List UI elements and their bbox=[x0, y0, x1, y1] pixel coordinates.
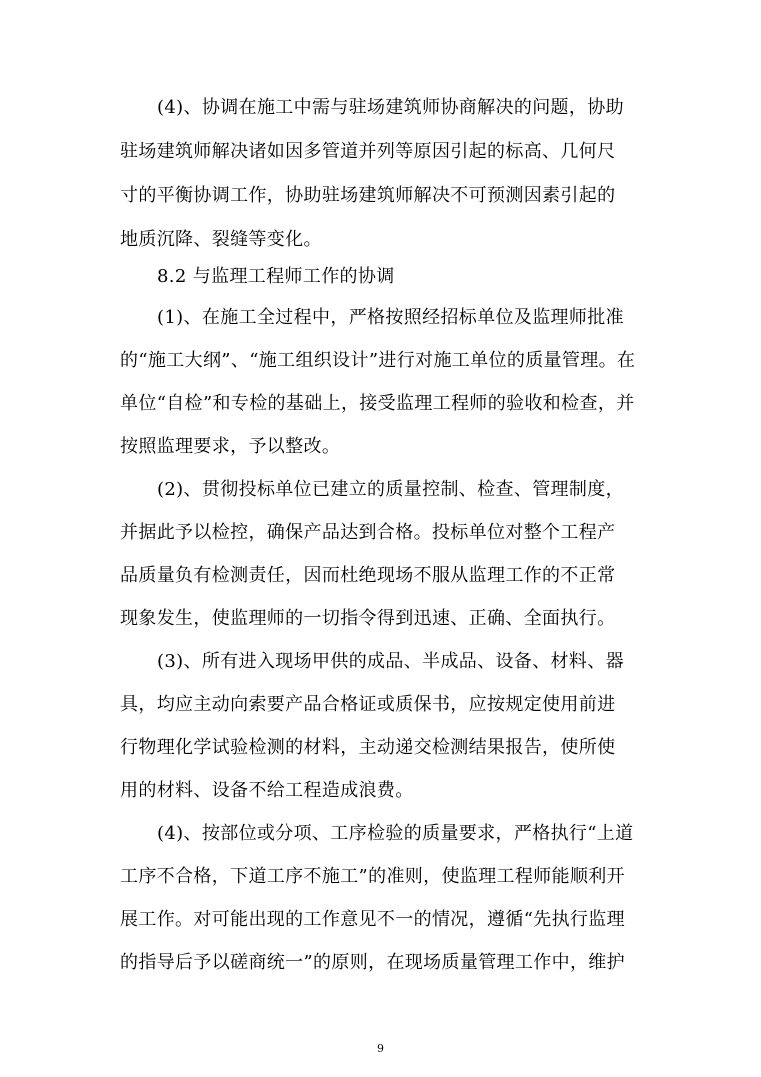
paragraph-1-line-4: 地质沉降、裂缝等变化。 bbox=[120, 229, 322, 250]
paragraph-5-line-1: (4)、按部位或分项、工序检验的质量要求，严格执行“上道 bbox=[157, 823, 634, 844]
paragraph-4-line-4: 用的材料、设备不给工程造成浪费。 bbox=[120, 780, 414, 801]
paragraph-5-line-4: 的指导后予以磋商统一”的原则，在现场质量管理工作中，维护 bbox=[120, 952, 625, 973]
paragraph-1-line-3: 寸的平衡协调工作，协助驻场建筑师解决不可预测因素引起的 bbox=[120, 185, 616, 206]
paragraph-3-line-1: (2)、贯彻投标单位已建立的质量控制、检查、管理制度， bbox=[157, 479, 624, 500]
paragraph-5-line-2: 工序不合格，下道工序不施工”的准则，使监理工程师能顺利开 bbox=[120, 866, 625, 887]
paragraph-2-line-2: 的“施工大纲”、“施工组织设计”进行对施工单位的质量管理。在 bbox=[120, 350, 636, 371]
paragraph-4-line-3: 行物理化学试验检测的材料，主动递交检测结果报告，使所使 bbox=[120, 737, 616, 758]
paragraph-4-line-1: (3)、所有进入现场甲供的成品、半成品、设备、材料、器 bbox=[157, 651, 624, 672]
section-heading: 8.2 与监理工程师工作的协调 bbox=[157, 266, 395, 287]
paragraph-1-line-1: (4)、协调在施工中需与驻场建筑师协商解决的问题，协助 bbox=[157, 97, 624, 118]
paragraph-1-line-2: 驻场建筑师解决诸如因多管道并列等原因引起的标高、几何尺 bbox=[120, 141, 616, 162]
paragraph-3-line-3: 品质量负有检测责任，因而杜绝现场不服从监理工作的不正常 bbox=[120, 565, 616, 586]
paragraph-3-line-4: 现象发生，使监理师的一切指令得到迅速、正确、全面执行。 bbox=[120, 608, 616, 629]
paragraph-2-line-4: 按照监理要求，予以整改。 bbox=[120, 436, 341, 457]
paragraph-4-line-2: 具，均应主动向索要产品合格证或质保书，应按规定使用前进 bbox=[120, 694, 616, 715]
paragraph-2-line-1: (1)、在施工全过程中，严格按照经招标单位及监理师批准 bbox=[157, 307, 624, 328]
paragraph-5-line-3: 展工作。对可能出现的工作意见不一的情况，遵循“先执行监理 bbox=[120, 909, 625, 930]
paragraph-2-line-3: 单位“自检”和专检的基础上，接受监理工程师的验收和检查，并 bbox=[120, 393, 635, 414]
page-number: 9 bbox=[377, 1042, 384, 1055]
paragraph-3-line-2: 并据此予以检控，确保产品达到合格。投标单位对整个工程产 bbox=[120, 522, 616, 543]
